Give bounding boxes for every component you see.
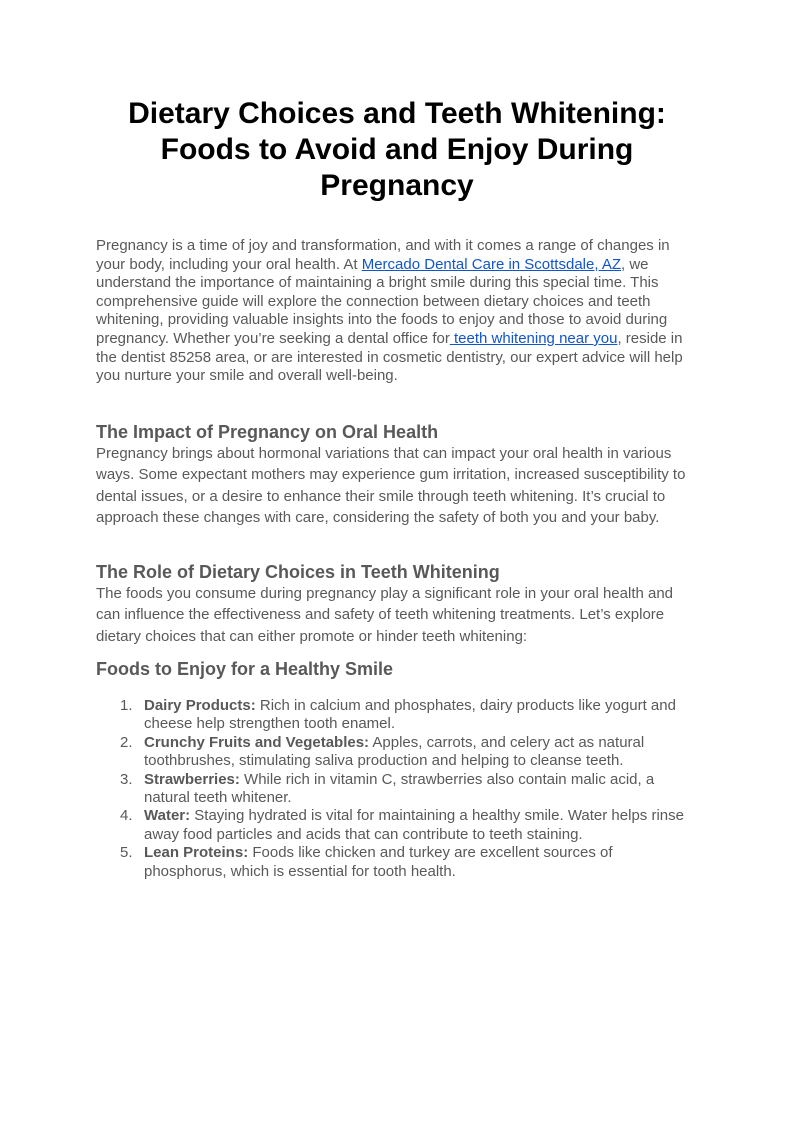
- section-heading: Foods to Enjoy for a Healthy Smile: [96, 659, 394, 679]
- list-item-number: 3.: [120, 770, 133, 788]
- list-item-number: 2.: [120, 733, 133, 751]
- mercado-dental-link[interactable]: Mercado Dental Care in Scottsdale, AZ: [361, 255, 622, 273]
- section-heading: The Role of Dietary Choices in Teeth Whitening: [96, 562, 500, 582]
- list-item: [96, 807, 698, 844]
- document-title: Dietary Choices and Teeth Whitening: Foods to Avoid and Enjoy During Pregnancy: [128, 97, 666, 202]
- intro-text-part3: , reside in the dentist 85258 area, or are interested in cosmetic dentistry, our expert advice will help you nurture your smile and overall well-being.: [96, 329, 683, 385]
- intro-text-part2: , we understand the importance of maintaining a bright smile during this special time. This comprehensive guide will explore the connection between dietary choices and teeth whitening, providing valuable insights into the foods to enjoy and those to avoid during pregnancy. Whether you’re seeking a dental office for: [96, 255, 668, 347]
- teeth-whitening-link[interactable]: teeth whitening near you: [449, 329, 618, 347]
- list-item-label: Strawberries:: [144, 770, 240, 788]
- list-item-number: 1.: [120, 697, 133, 714]
- list-item-number: 4.: [120, 807, 133, 825]
- intro-paragraph: [96, 237, 698, 386]
- section-impact-of-pregnancy: [96, 421, 698, 528]
- list-item: [96, 697, 698, 734]
- list-item-number: 5.: [120, 844, 133, 862]
- list-item: [96, 734, 698, 771]
- list-item-text: Apples, carrots, and celery act as natural toothbrushes, stimulating saliva production and helping to cleanse teeth.: [144, 733, 645, 770]
- list-item-label: Dairy Products:: [144, 697, 256, 714]
- section-body: Pregnancy brings about hormonal variations that can impact your oral health in various ways. Some expectant mothers may experience gum irritation, increased susceptibility to dental issues, or a desire to enhance their smile through teeth whitening. It’s crucial to approach these changes with care, considering the safety of both you and your baby.: [96, 445, 686, 526]
- section-body: The foods you consume during pregnancy play a significant role in your oral health and can influence the effectiveness and safety of teeth whitening treatments. Let’s explore dietary choices that can either promote or hinder teeth whitening:: [96, 585, 674, 645]
- section-foods-to-enjoy: [96, 658, 698, 680]
- list-item-label: Water:: [144, 807, 191, 825]
- intro-text-part1: Pregnancy is a time of joy and transformation, and with it comes a range of changes in your body, including your oral health. At: [96, 237, 670, 273]
- list-item-text: Staying hydrated is vital for maintaining a healthy smile. Water helps rinse away food particles and acids that can contribute to teeth staining.: [144, 807, 684, 843]
- list-item: [96, 771, 698, 808]
- list-item: [96, 844, 698, 881]
- section-heading: The Impact of Pregnancy on Oral Health: [96, 422, 439, 442]
- list-item-text: While rich in vitamin C, strawberries also contain malic acid, a natural teeth whitener.: [144, 770, 655, 807]
- list-item-text: Rich in calcium and phosphates, dairy products like yogurt and cheese help strengthen tooth enamel.: [144, 697, 676, 733]
- list-item-label: Lean Proteins:: [144, 844, 249, 862]
- section-role-of-dietary-choices: [96, 561, 698, 647]
- list-item-label: Crunchy Fruits and Vegetables:: [144, 733, 370, 751]
- list-item-text: Foods like chicken and turkey are excellent sources of phosphorus, which is essential for tooth health.: [144, 844, 613, 880]
- foods-to-enjoy-list: [96, 697, 698, 881]
